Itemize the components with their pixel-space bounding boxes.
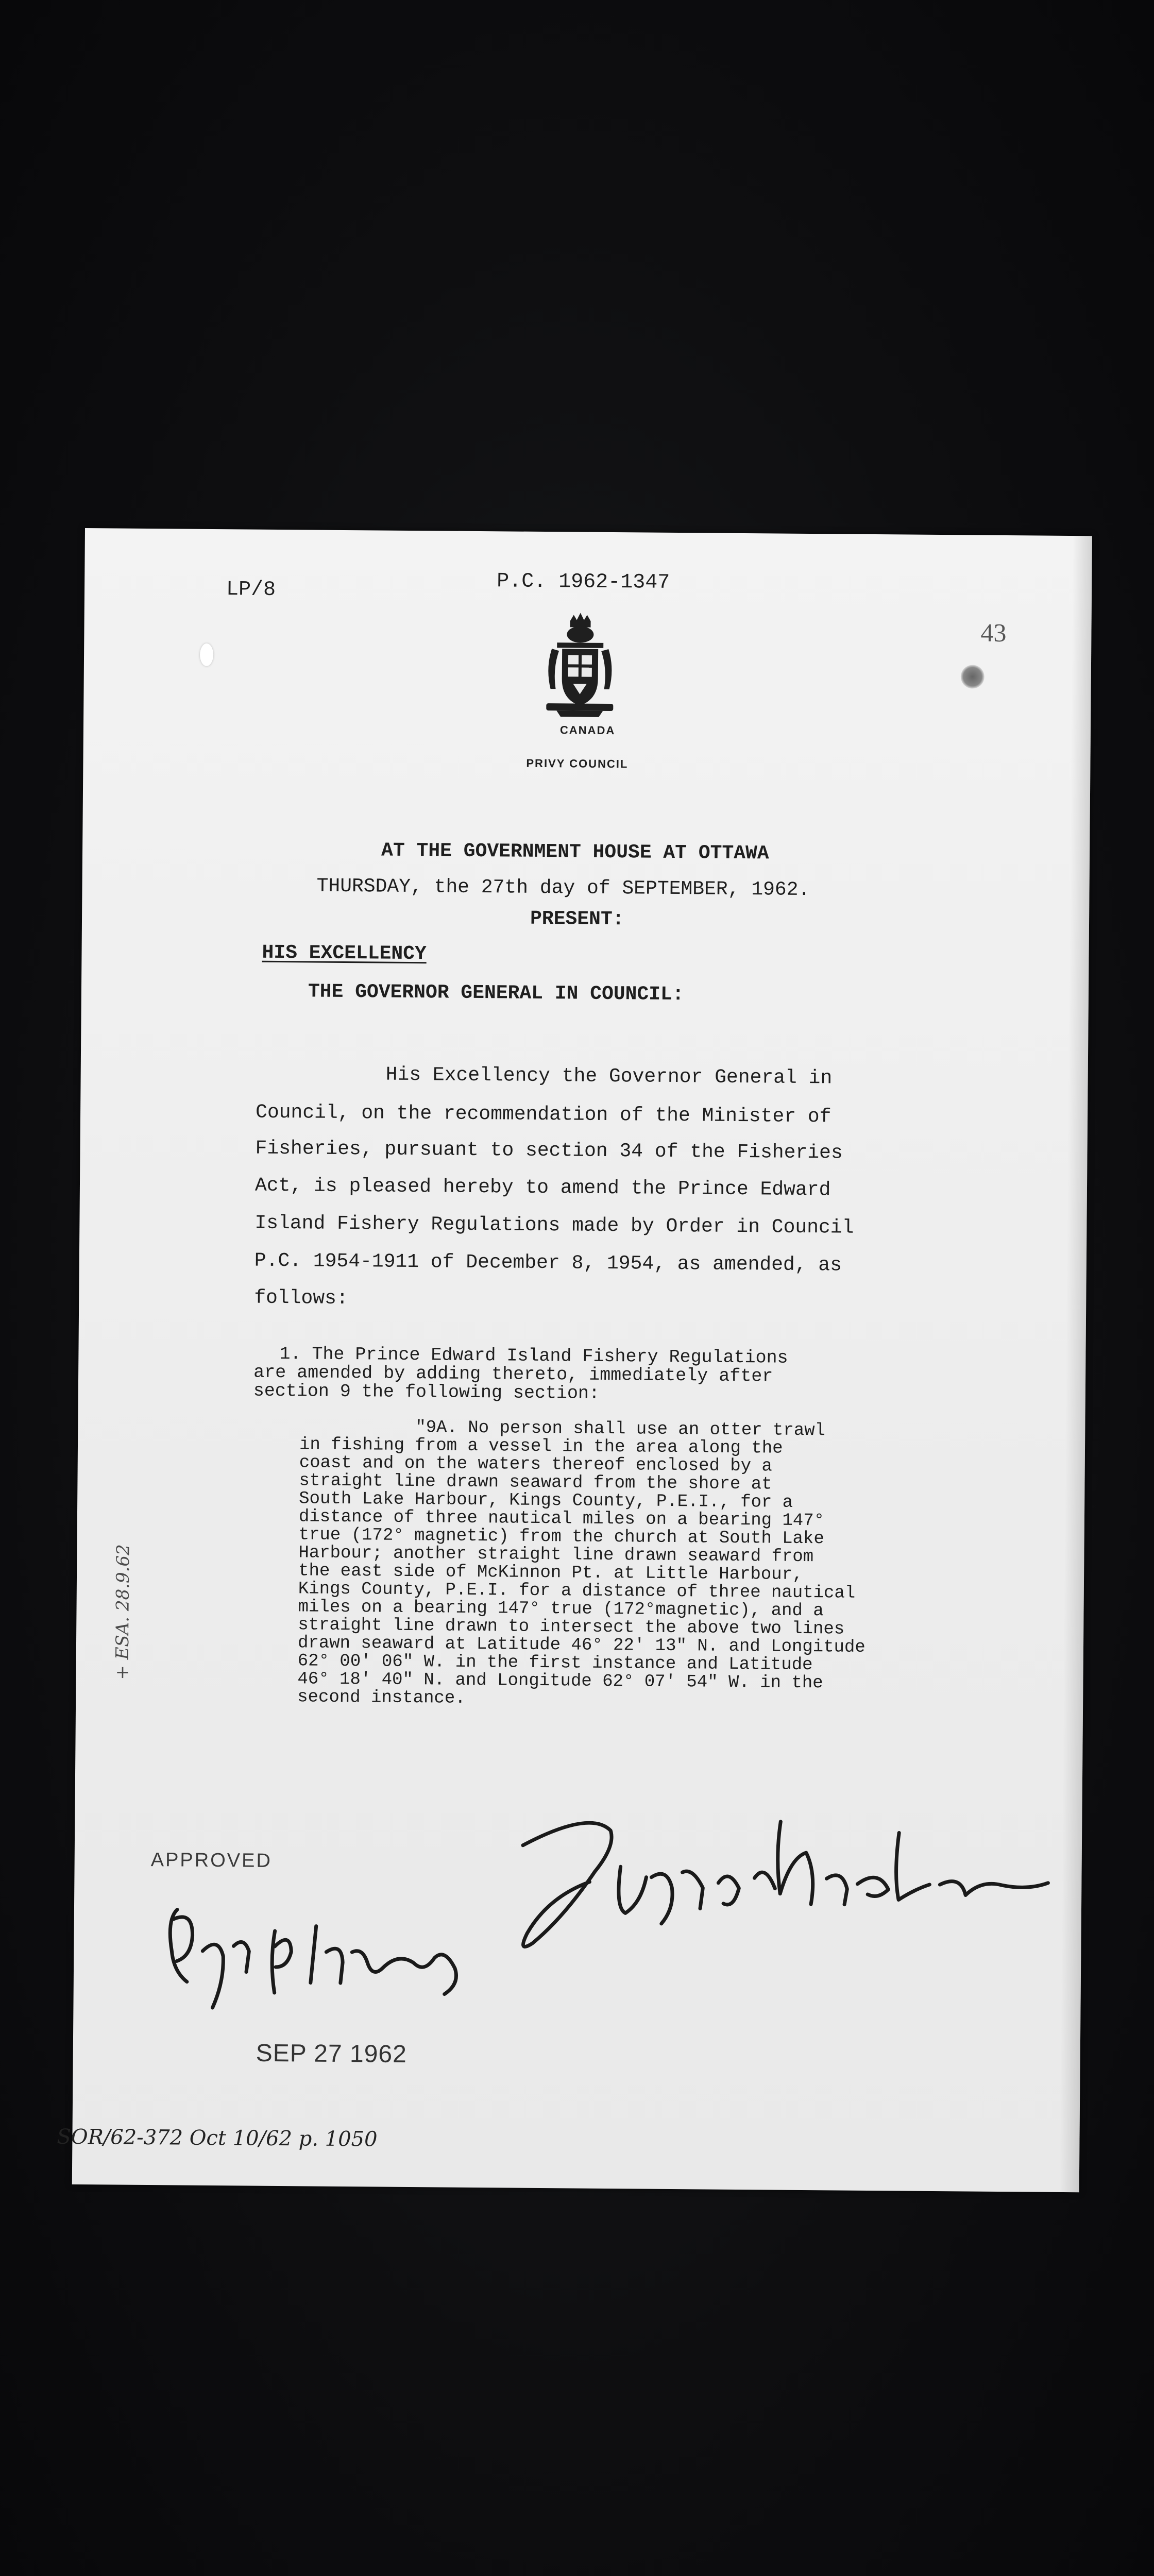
royal-crest-icon xyxy=(541,612,619,725)
body-line: Island Fishery Regulations made by Order in Council xyxy=(254,1212,854,1239)
approved-label: APPROVED xyxy=(150,1849,273,1872)
venue-heading: AT THE GOVERNMENT HOUSE AT OTTAWA xyxy=(381,839,769,865)
section-line: Kings County, P.E.I. for a distance of three nautical xyxy=(298,1579,856,1603)
registration-annotation: SOR/62-372 Oct 10/62 p. 1050 xyxy=(57,2125,378,2151)
section-line: the east side of McKinnon Pt. at Little Harbour, xyxy=(298,1561,803,1585)
section-line: straight line drawn seaward from the shore at xyxy=(299,1471,772,1495)
his-excellency-heading: HIS EXCELLENCY xyxy=(262,941,427,965)
ink-spot xyxy=(961,665,985,688)
paragraph-line: 1. The Prince Edward Island Fishery Regulations xyxy=(279,1344,788,1368)
section-line: 62° 00' 06" W. in the first instance and Latitude xyxy=(297,1651,813,1675)
minister-signature xyxy=(486,1788,1054,1989)
governor-general-signature xyxy=(156,1889,517,2036)
body-line: Council, on the recommendation of the Minister of xyxy=(255,1101,831,1128)
section-line: true (172° magnetic) from the church at South Lake xyxy=(298,1525,824,1549)
governor-general-heading: THE GOVERNOR GENERAL IN COUNCIL: xyxy=(308,980,684,1006)
file-code: LP/8 xyxy=(226,578,276,602)
approval-date-stamp: SEP 27 1962 xyxy=(256,2039,407,2068)
section-line: second instance. xyxy=(297,1687,466,1708)
section-line: distance of three nautical miles on a bearing 147° xyxy=(298,1507,825,1531)
section-line: 46° 18' 40" N. and Longitude 62° 07' 54" W. in the xyxy=(297,1669,823,1693)
body-line: follows: xyxy=(254,1286,348,1310)
punch-hole xyxy=(200,643,213,666)
paragraph-line: section 9 the following section: xyxy=(253,1380,600,1404)
crest-caption-privy-council: PRIVY COUNCIL xyxy=(526,756,629,771)
crest-caption-canada: CANADA xyxy=(559,723,616,737)
body-line: Act, is pleased hereby to amend the Prince Edward xyxy=(254,1174,831,1201)
section-line: drawn seaward at Latitude 46° 22' 13" N. and Longitude xyxy=(297,1633,865,1657)
section-line: miles on a bearing 147° true (172°magnetic), and a xyxy=(298,1597,824,1621)
document-page xyxy=(57,528,1092,2192)
folio-number: 43 xyxy=(980,618,1007,648)
pc-number: P.C. 1962-1347 xyxy=(497,570,670,595)
date-line: THURSDAY, the 27th day of SEPTEMBER, 1962. xyxy=(316,875,810,902)
section-line: South Lake Harbour, Kings County, P.E.I., for a xyxy=(299,1489,793,1513)
section-line: "9A. No person shall use an otter trawl xyxy=(415,1418,826,1441)
section-line: coast and on the waters thereof enclosed by a xyxy=(299,1453,773,1477)
paragraph-line: are amended by adding thereto, immediately after xyxy=(253,1362,773,1387)
section-line: Harbour; another straight line drawn seaward from xyxy=(298,1543,814,1567)
section-line: straight line drawn to intersect the above two lines xyxy=(298,1615,845,1639)
body-line: His Excellency the Governor General in xyxy=(385,1063,833,1090)
present-label: PRESENT: xyxy=(530,907,624,931)
body-line: P.C. 1954-1911 of December 8, 1954, as amended, as xyxy=(254,1249,842,1277)
margin-annotation: + ESA. 28.9.62 xyxy=(112,1544,134,1680)
section-line: in fishing from a vessel in the area along the xyxy=(299,1435,783,1459)
body-line: Fisheries, pursuant to section 34 of the Fisheries xyxy=(255,1137,843,1164)
